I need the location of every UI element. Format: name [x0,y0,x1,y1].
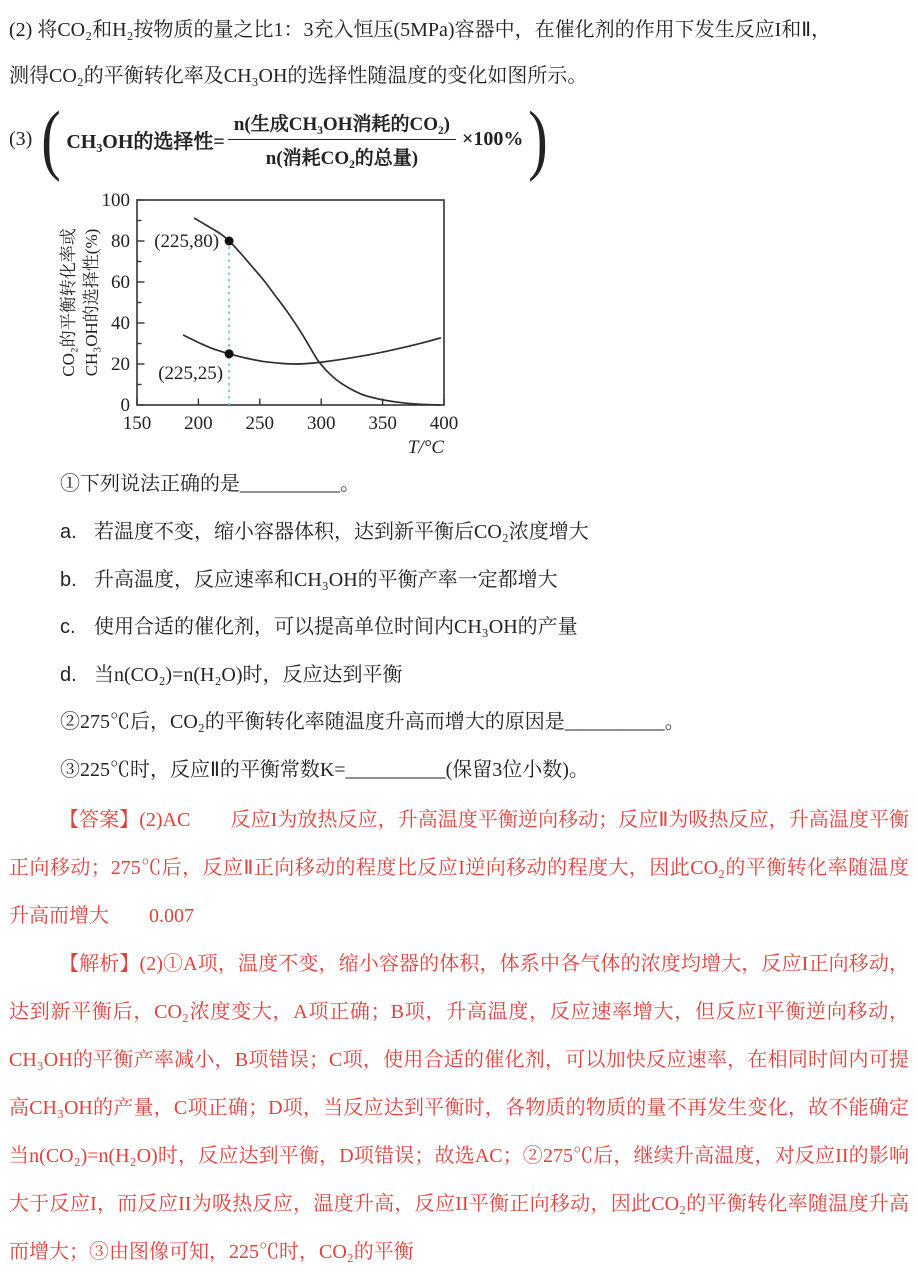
selectivity-formula [9,95,551,182]
x-axis-title: T/°C [407,437,444,458]
option-c [60,613,578,641]
sub-question-1: ①下列说法正确的是__________。 [60,473,360,495]
sub-question-2: ②275℃后，CO₂的平衡转化率随温度升高而增大的原因是__________。 [60,711,685,733]
intro-line-2: 测得CO₂的平衡转化率及CH₃OH的选择性随温度的变化如图所示。 [9,65,588,87]
intro-line-1: (2) 将CO₂和H₂按物质的量之比1：3充入恒压(5MPa)容器中，在催化剂的作用下发生反应I和Ⅱ， [9,19,832,41]
answer-paragraph [9,796,909,940]
y-tick-label: 80 [111,231,130,252]
formula-right-paren: ) [528,95,549,182]
analysis-paragraph [9,940,909,1276]
option-b [60,566,558,594]
series-curve-0 [195,218,441,405]
x-tick-label: 400 [429,413,459,434]
option-d-label: d. [60,664,77,686]
y-tick-label: 60 [111,272,130,293]
option-a [60,518,589,546]
formula-numerator: n(生成CH₃OH消耗的CO₂) [228,109,456,140]
option-b-text: 升高温度，反应速率和CH₃OH的平衡产率一定都增大 [94,569,558,591]
y-axis-title-line1: CO₂的平衡转化率或 [59,228,78,377]
marked-point-label-1: (225,25) [158,362,224,384]
formula-lhs: CH₃OH的选择性= [66,130,225,153]
sub-question-3: ③225℃时，反应Ⅱ的平衡常数K=__________(保留3位小数)。 [60,759,589,781]
formula-prefix: (3) [9,127,33,150]
y-tick-label: 40 [111,313,130,334]
x-tick-label: 150 [122,413,152,434]
formula-suffix: ×100% [462,127,524,150]
conversion-selectivity-chart [52,186,512,461]
option-b-label: b. [60,569,77,591]
option-d-text: 当n(CO₂)=n(H₂O)时，反应达到平衡 [94,664,403,686]
option-a-text: 若温度不变，缩小容器体积，达到新平衡后CO₂浓度增大 [94,521,589,543]
y-tick-label: 0 [120,395,130,416]
x-tick-label: 200 [184,413,213,434]
formula-fraction [228,109,456,170]
marked-point-0 [225,237,234,246]
option-c-text: 使用合适的催化剂，可以提高单位时间内CH₃OH的产量 [94,616,578,638]
marked-point-1 [225,349,234,358]
analysis-text: (2)①A项，温度不变，缩小容器的体积，体系中各气体的浓度均增大，反应I正向移动，达到新平衡后，CO₂浓度变大，A项正确；B项，升高温度，反应速率增大，但反应I平衡逆向移动，CH₃OH的平衡产率减小，B项错误；C项，使用合适的催化剂，可以加快反应速率，在相同时间内可提高CH₃OH的产量，C项正确；D项，当反应达到平衡时，各物质的物质的量不再发生变化，故不能确定当n(CO₂)=n(H₂O)时，反应达到平衡，D项错误；故选AC；②275℃后，继续升高温度，对反应II的影响大于反应I，而反应II为吸热反应，温度升高，反应II平衡正向移动，因此CO₂的平衡转化率随温度升高而增大；③由图像可知，225℃时，CO₂的平衡 [9,953,909,1263]
analysis-label: 【解析】 [59,953,140,975]
formula-left-paren: ( [41,95,62,182]
option-a-label: a. [60,521,77,543]
option-d [60,661,403,689]
answer-label: 【答案】 [59,809,140,831]
y-tick-label: 20 [111,354,130,375]
marked-point-label-0: (225,80) [154,231,220,252]
y-axis-title-line2: CH₃OH的选择性(%) [82,228,101,377]
option-c-label: c. [60,616,76,638]
x-tick-label: 350 [368,413,397,434]
y-tick-label: 100 [101,190,130,211]
x-tick-label: 300 [306,413,336,434]
x-tick-label: 250 [245,413,275,434]
answer-text: (2)AC 反应I为放热反应，升高温度平衡逆向移动；反应Ⅱ为吸热反应，升高温度平衡正向移动；275℃后，反应Ⅱ正向移动的程度比反应I逆向移动的程度大，因此CO₂的平衡转化率随温度升高而增大 0.007 [9,809,909,927]
formula-denominator: n(消耗CO₂的总量) [265,147,419,169]
